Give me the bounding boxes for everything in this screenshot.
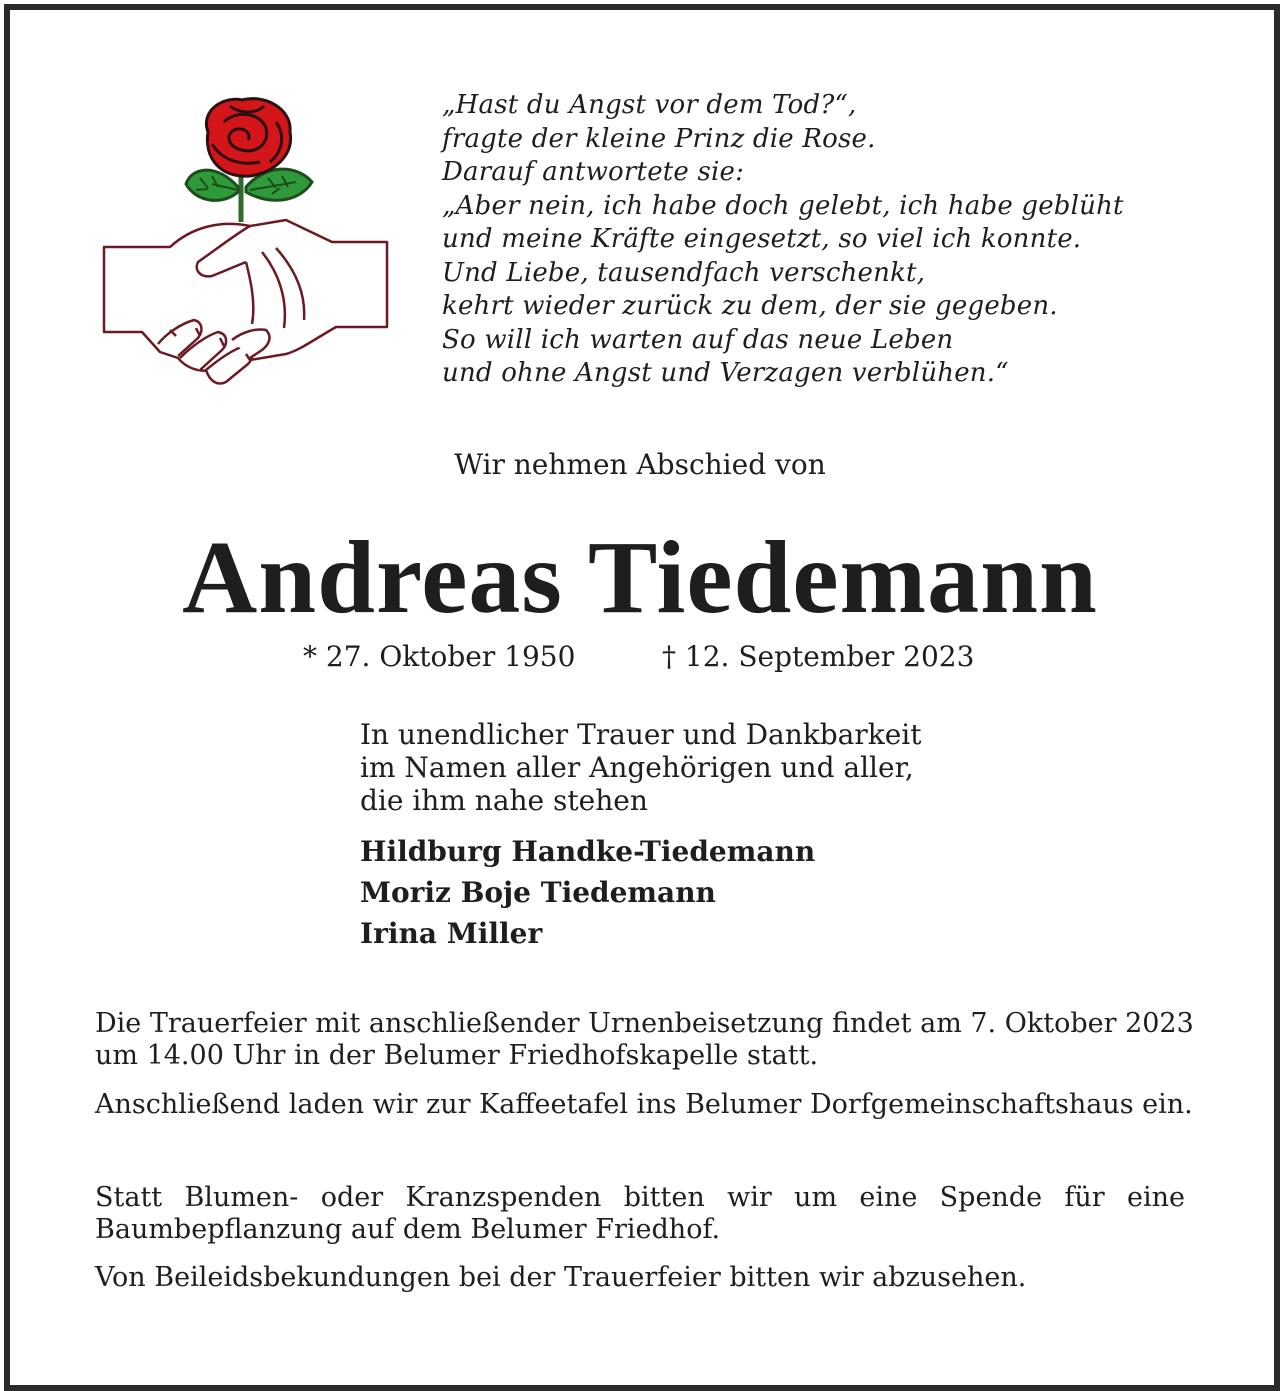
rose-handshake-emblem-icon	[100, 92, 392, 392]
quote-line: und meine Kräfte eingesetzt, so viel ich konnte.	[442, 224, 1082, 254]
quote-line: Darauf antwortete sie:	[442, 157, 745, 187]
ceremony-line: Die Trauerfeier mit anschließender Urnenbeisetzung findet am 7. Oktober 2023	[95, 1008, 1194, 1039]
ceremony-notice	[95, 1008, 1194, 1072]
coffee-notice	[95, 1089, 1193, 1121]
coffee-line: Anschließend laden wir zur Kaffeetafel ins Belumer Dorfgemeinschaftshaus ein.	[95, 1089, 1193, 1120]
quote-line: So will ich warten auf das neue Leben	[442, 324, 954, 355]
condolences-notice	[95, 1262, 1185, 1294]
quote-line: Und Liebe, tausendfach verschenkt,	[442, 257, 926, 288]
birth-date: * 27. Oktober 1950	[303, 640, 576, 673]
quote-line: „Aber nein, ich habe doch gelebt, ich habe geblüht	[442, 190, 1124, 221]
quote-block	[442, 89, 1232, 391]
farewell-text: Wir nehmen Abschied von	[454, 448, 826, 481]
donation-line: Baumbepflanzung auf dem Belumer Friedhof.	[95, 1214, 721, 1245]
mourning-line: In unendlicher Trauer und Dankbarkeit	[360, 718, 922, 751]
mourner-name: Irina Miller	[360, 917, 543, 950]
mourning-line: die ihm nahe stehen	[360, 784, 648, 817]
mourner-name: Hildburg Handke-Tiedemann	[360, 835, 816, 868]
quote-line: „Hast du Angst vor dem Tod?“,	[442, 90, 857, 120]
mourner-name: Moriz Boje Tiedemann	[360, 876, 716, 909]
farewell-line	[0, 448, 1280, 481]
mourning-line: im Namen aller Angehörigen und aller,	[360, 751, 914, 784]
quote-line: und ohne Angst und Verzagen verblühen.“	[442, 358, 1009, 388]
death-date: † 12. September 2023	[662, 640, 975, 673]
quote-line: fragte der kleine Prinz die Rose.	[442, 123, 876, 154]
donation-line: Statt Blumen- oder Kranzspenden bitten wir um eine Spende für eine	[95, 1182, 1185, 1213]
deceased-name: Andreas Tiedemann	[182, 520, 1098, 635]
donation-notice	[95, 1182, 1185, 1246]
mourning-statement	[360, 718, 922, 817]
ceremony-line: um 14.00 Uhr in der Belumer Friedhofskapelle statt.	[95, 1040, 819, 1071]
condolences-line: Von Beileidsbekundungen bei der Trauerfeier bitten wir abzusehen.	[95, 1262, 1027, 1293]
quote-line: kehrt wieder zurück zu dem, der sie gegeben.	[442, 291, 1058, 321]
mourner-names	[360, 831, 815, 954]
